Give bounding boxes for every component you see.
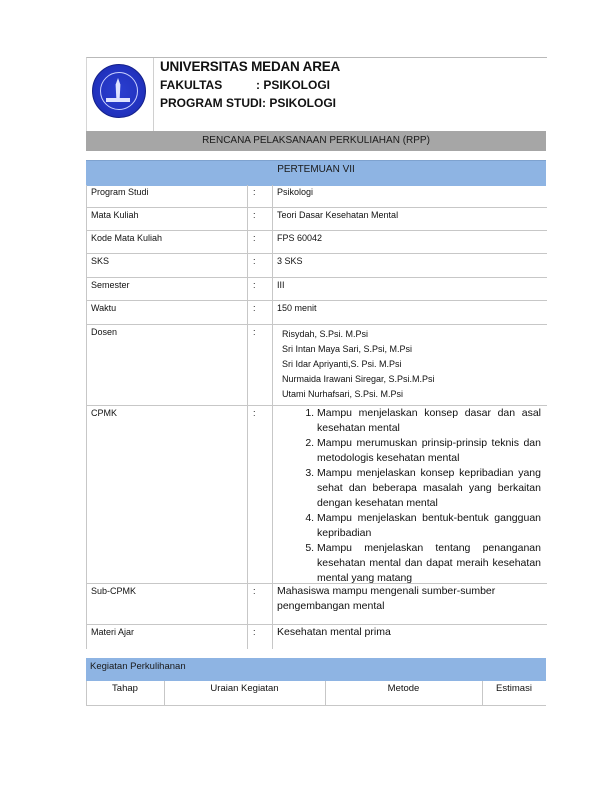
course-info-table	[86, 185, 547, 649]
label: SKS	[91, 256, 110, 266]
row-cpmk	[87, 406, 547, 584]
value: III	[277, 280, 285, 290]
row-sks	[87, 254, 547, 278]
dosen-item: Sri Intan Maya Sari, S.Psi, M.Psi	[282, 344, 413, 354]
cpmk-item: 5. Mampu menjelaskan tentang penanganan kesehatan mental dan dapat meraih kesehatan mental yang matang	[317, 541, 541, 586]
row-program-studi	[87, 185, 547, 208]
separator: :	[253, 627, 256, 637]
dosen-item: Nurmaida Irawani Siregar, S.Psi.M.Psi	[282, 374, 435, 384]
row-waktu	[87, 301, 547, 325]
cpmk-item: 3. Mampu menjelaskan konsep kepribadian yang sehat dan beberapa masalah yang berkaitan dengan kesehatan mental	[317, 466, 541, 511]
separator: :	[253, 256, 256, 266]
separator: :	[253, 303, 256, 313]
row-sub-cpmk	[87, 584, 547, 625]
column-header-metode: Metode	[387, 683, 420, 694]
value: FPS 60042	[277, 233, 323, 243]
row-semester	[87, 278, 547, 301]
value: 3 SKS	[277, 256, 303, 266]
separator: :	[253, 233, 256, 243]
label: Sub-CPMK	[91, 586, 137, 596]
dosen-item: Utami Nurhafsari, S.Psi. M.Psi	[282, 389, 404, 399]
label: Mata Kuliah	[91, 210, 139, 220]
label: Kode Mata Kuliah	[91, 233, 163, 243]
column-header-uraian: Uraian Kegiatan	[210, 683, 279, 694]
kegiatan-header-row	[86, 681, 546, 706]
separator: :	[253, 327, 256, 337]
document-title: RENCANA PELAKSANAAN PERKULIAHAN (RPP)	[86, 131, 546, 151]
value: Mahasiswa mampu mengenali sumber-sumber pengembangan mental	[277, 585, 496, 612]
label: Waktu	[91, 303, 117, 313]
kegiatan-title-text: Kegiatan Perkulihanan	[90, 661, 186, 672]
program-line: PROGRAM STUDI: PSIKOLOGI	[160, 96, 337, 110]
value: Kesehatan mental prima	[277, 626, 391, 638]
value: Teori Dasar Kesehatan Mental	[277, 210, 399, 220]
kegiatan-title	[86, 658, 546, 681]
row-dosen	[87, 325, 547, 406]
cpmk-list	[277, 406, 541, 586]
value: Psikologi	[277, 187, 314, 197]
separator: :	[253, 280, 256, 290]
dosen-values	[277, 327, 541, 402]
faculty-value: : PSIKOLOGI	[256, 78, 331, 92]
cpmk-item: 4. Mampu menjelaskan bentuk-bentuk gangguan kepribadian	[317, 511, 541, 541]
separator: :	[253, 210, 256, 220]
column-header-estimasi: Estimasi	[496, 683, 532, 694]
faculty-label: FAKULTAS	[160, 78, 223, 92]
meeting-title: PERTEMUAN VII	[86, 160, 546, 186]
faculty-line	[160, 78, 331, 92]
row-materi-ajar	[87, 625, 547, 649]
dosen-list	[277, 327, 541, 402]
label: Program Studi	[91, 187, 149, 197]
label: CPMK	[91, 408, 118, 418]
separator: :	[253, 187, 256, 197]
cpmk-item: 1. Mampu menjelaskan konsep dasar dan asal kesehatan mental	[317, 406, 541, 436]
label: Dosen	[91, 327, 118, 337]
label: Materi Ajar	[91, 627, 135, 637]
column-header-tahap: Tahap	[112, 683, 138, 694]
university-name: UNIVERSITAS MEDAN AREA	[160, 59, 341, 74]
separator: :	[253, 408, 256, 418]
seal-base	[106, 98, 130, 102]
cpmk-item: 2. Mampu merumuskan prinsip-prinsip teknis dan metodologis kesehatan mental	[317, 436, 541, 466]
row-mata-kuliah	[87, 208, 547, 231]
dosen-item: Risydah, S.Psi. M.Psi	[282, 329, 369, 339]
row-kode-mata-kuliah	[87, 231, 547, 254]
dosen-item: Sri Idar Apriyanti,S. Psi. M.Psi	[282, 359, 402, 369]
cpmk-values	[277, 406, 541, 586]
separator: :	[253, 586, 256, 596]
value: 150 menit	[277, 303, 317, 313]
label: Semester	[91, 280, 130, 290]
